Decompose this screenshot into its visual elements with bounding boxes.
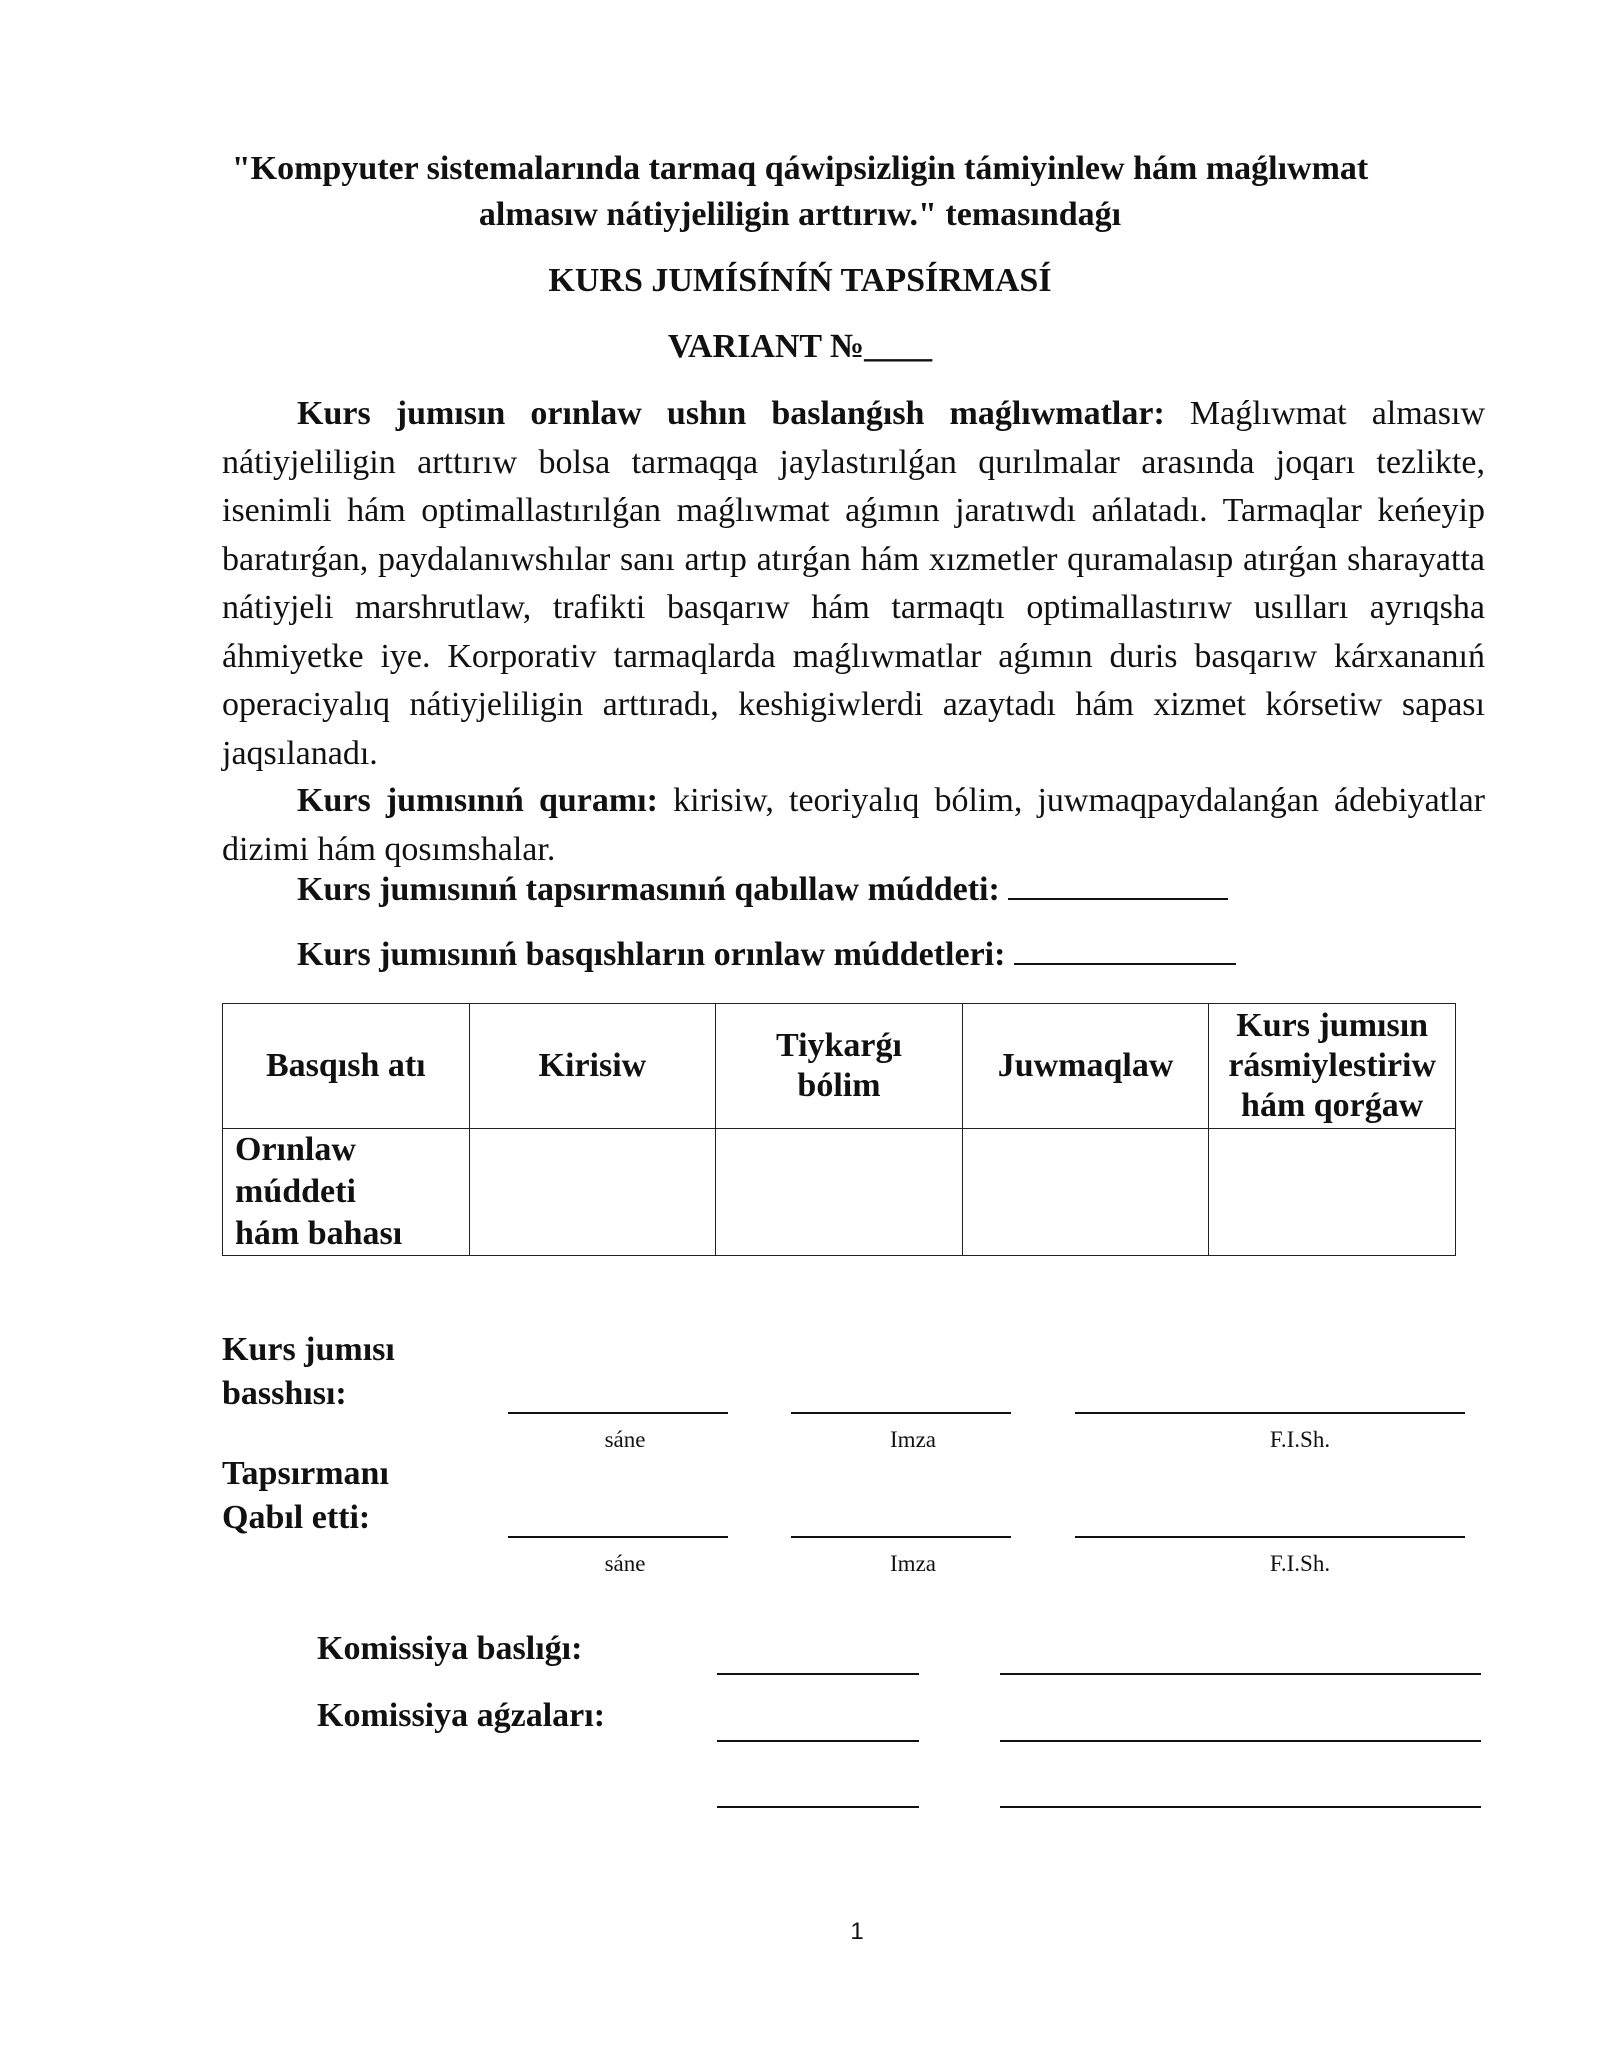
deadline-stages-line (297, 936, 1236, 974)
accepted-label: Tapsırmanı Qabıl etti: (222, 1455, 389, 1536)
commission-chair-short-line (717, 1673, 919, 1675)
accepted-date-line (508, 1536, 728, 1538)
stages-header-cell: Kurs jumısın rásmiylestiriw hám qorǵaw (1209, 1004, 1456, 1129)
page-number: 1 (850, 1918, 864, 1945)
caption-name: F.I.Sh. (1269, 1551, 1331, 1576)
stages-header-cell: Juwmaqlaw (962, 1004, 1209, 1129)
stages-value-cell (962, 1129, 1209, 1256)
caption-signature: Imza (890, 1551, 936, 1576)
supervisor-label: Kurs jumısı basshısı: (222, 1331, 395, 1412)
title-line-2: almasıw nátiyjeliligin arttırıw." temasındaǵı (478, 196, 1122, 233)
stages-table (222, 1003, 1456, 1256)
caption-date: sáne (604, 1551, 646, 1576)
source-data-label: Kurs jumısın orınlaw ushın baslanǵısh maǵlıwmatlar: (297, 395, 1165, 432)
stages-value-row (223, 1129, 1456, 1256)
caption-date: sáne (604, 1427, 646, 1452)
commission-member-short-line (717, 1806, 919, 1808)
composition-label: Kurs jumısınıń quramı: (297, 782, 658, 819)
accepted-signature-line (791, 1536, 1011, 1538)
variant-blank: ____ (864, 328, 933, 365)
stages-row-label: Orınlaw múddeti hám bahası (223, 1129, 470, 1256)
stages-value-cell (716, 1129, 963, 1256)
deadline-accept-line (297, 871, 1228, 909)
deadline-accept-blank (1008, 872, 1228, 900)
document-subtitle: KURS JUMÍSÍNÍŃ TAPSÍRMASÍ (548, 262, 1052, 299)
commission-member-short-line (717, 1740, 919, 1742)
commission-member-long-line (1000, 1806, 1481, 1808)
composition-paragraph (222, 777, 1485, 874)
stages-header-cell: Kirisiw (469, 1004, 716, 1129)
variant-line (0, 328, 1600, 366)
supervisor-date-line (508, 1412, 728, 1414)
commission-chair-long-line (1000, 1673, 1481, 1675)
supervisor-name-line (1075, 1412, 1465, 1414)
composition-text: kirisiw, teoriyalıq bólim, juwmaqpaydalanǵan ádebiyatlar dizimi hám qosımshalar. (222, 782, 1486, 868)
commission-member-long-line (1000, 1740, 1481, 1742)
deadline-stages-label: Kurs jumısınıń basqıshların orınlaw múddetleri: (297, 936, 1006, 973)
source-data-paragraph (222, 390, 1485, 778)
supervisor-signature-line (791, 1412, 1011, 1414)
stages-value-cell (469, 1129, 716, 1256)
variant-label: VARIANT № (667, 328, 865, 365)
accepted-name-line (1075, 1536, 1465, 1538)
source-data-text: Maǵlıwmat almasıw nátiyjeliligin arttırıw bolsa tarmaqqa jaylastırılǵan qurılmalar arasında joqarı tezlikte, isenimli hám optimallastırılǵan maǵlıwmat aǵımın jaratıwdı ańlatadı. Tarmaqlar keńeyip baratırǵan, paydalanıwshılar sanı artıp atırǵan hám xızmetler quramalasıp atırǵan sharayatta nátiyjeli marshrutlaw, trafikti basqarıw hám tarmaqtı optimallastırıw usılları ayrıqsha áhmiyetke iye. Korporativ tarmaqlarda maǵlıwmatlar aǵımın duris basqarıw kárxananıń operaciyalıq nátiyjeliligin arttıradı, keshigiwlerdi azaytadı hám xizmet kórsetiw sapası jaqsılanadı. (222, 395, 1485, 772)
caption-signature: Imza (890, 1427, 936, 1452)
commission-members-label: Komissiya aǵzaları: (317, 1697, 606, 1734)
title-line-1: "Kompyuter sistemalarında tarmaq qáwipsizligin támiyinlew hám maǵlıwmat (231, 150, 1369, 187)
commission-chair-label: Komissiya baslıǵı: (317, 1630, 583, 1667)
caption-name: F.I.Sh. (1269, 1427, 1331, 1452)
deadline-accept-label: Kurs jumısınıń tapsırmasınıń qabıllaw múddeti: (297, 871, 1000, 908)
stages-header-row (223, 1004, 1456, 1129)
stages-value-cell (1209, 1129, 1456, 1256)
stages-header-cell: Basqısh atı (223, 1004, 470, 1129)
deadline-stages-blank (1014, 937, 1236, 965)
stages-header-cell: Tiykarǵı bólim (716, 1004, 963, 1129)
